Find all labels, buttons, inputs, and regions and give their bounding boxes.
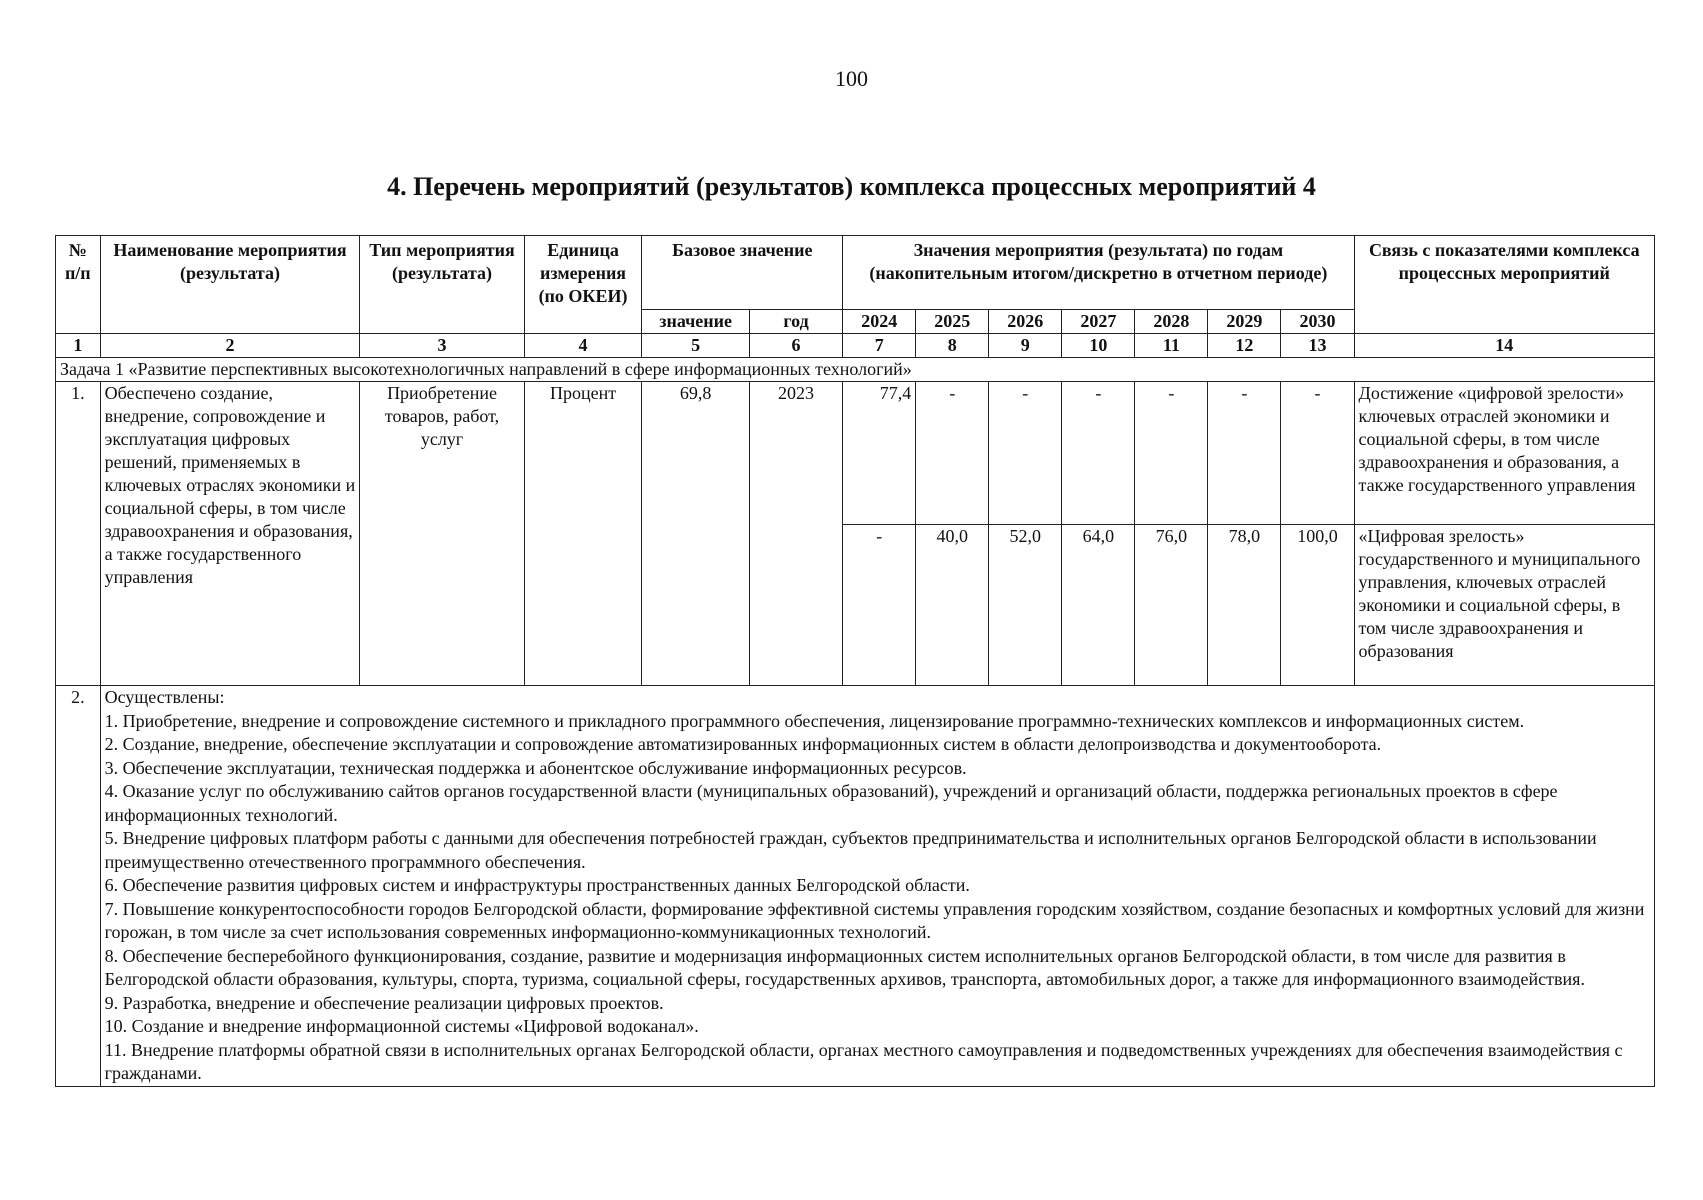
column-number: 2 — [100, 334, 360, 358]
header-year: 2028 — [1135, 310, 1208, 334]
list-item: 5. Внедрение цифровых платформ работы с данными для обеспечения потребностей граждан, субъектов предпринимательства и исполнительных органов Белгородской области в использовании преимущественно отечественного программного обеспечения. — [104, 828, 1597, 872]
row-num: 2. — [56, 686, 101, 1087]
task-title: Задача 1 «Развитие перспективных высокотехнологичных направлений в сфере информационных технологий» — [56, 358, 1655, 382]
measure-type: Приобретение товаров, работ, услуг — [360, 382, 524, 686]
column-number: 13 — [1281, 334, 1354, 358]
list-item: 11. Внедрение платформы обратной связи в исполнительных органах Белгородской области, органах местного самоуправления и подведомственных учреждениях для обеспечения взаимодействия с гражданами. — [104, 1039, 1623, 1083]
row-num: 1. — [56, 382, 101, 686]
year-value: - — [916, 382, 989, 525]
task-row — [56, 358, 1655, 382]
list-item: 4. Оказание услуг по обслуживанию сайтов органов государственной власти (муниципальных образований), учреждений и организаций области, поддержка региональных проектов в сфере информационных технологий. — [104, 781, 1558, 825]
column-number: 1 — [56, 334, 101, 358]
column-number: 10 — [1062, 334, 1135, 358]
year-value: 100,0 — [1281, 525, 1354, 686]
column-number: 8 — [916, 334, 989, 358]
year-value: - — [843, 525, 916, 686]
year-value: - — [1208, 382, 1281, 525]
list-intro: Осуществлены: — [104, 687, 225, 707]
header-year: 2024 — [843, 310, 916, 334]
header-name: Наименование мероприятия (результата) — [100, 236, 360, 334]
list-item: 7. Повышение конкурентоспособности городов Белгородской области, формирование эффективной системы управления городским хозяйством, создание безопасных и комфортных условий для жизни горожан, в том числе за счет использования современных информационно-коммуникационных технологий. — [104, 898, 1645, 942]
year-value: 40,0 — [916, 525, 989, 686]
header-type: Тип мероприятия (результата) — [360, 236, 524, 334]
header-num: № п/п — [56, 236, 101, 334]
column-number-row — [56, 334, 1655, 358]
year-value: 78,0 — [1208, 525, 1281, 686]
base-year: 2023 — [749, 382, 842, 686]
header-unit: Единица измерения (по ОКЕИ) — [524, 236, 642, 334]
year-value: 76,0 — [1135, 525, 1208, 686]
header-base-value: значение — [642, 310, 750, 334]
year-value: - — [1135, 382, 1208, 525]
header-link: Связь с показателями комплекса процессных мероприятий — [1354, 236, 1654, 334]
table-row — [56, 686, 1655, 1087]
header-base: Базовое значение — [642, 236, 843, 310]
year-value: - — [1281, 382, 1354, 525]
list-item: 8. Обеспечение бесперебойного функционирования, создание, развитие и модернизация информационных систем исполнительных органов Белгородской области, в том числе для развития в Белгородской области образования, культуры, спорта, туризма, социальной сферы, государственных архивов, транспорта, автомобильных дорог, а также для информационного взаимодействия. — [104, 945, 1585, 989]
column-number: 9 — [989, 334, 1062, 358]
column-number: 11 — [1135, 334, 1208, 358]
list-item: 1. Приобретение, внедрение и сопровождение системного и прикладного программного обеспечения, лицензирование программно-технических комплексов и информационных систем. — [104, 710, 1525, 731]
header-year: 2030 — [1281, 310, 1354, 334]
column-number: 3 — [360, 334, 524, 358]
measures-list — [100, 686, 1654, 1087]
year-value: 52,0 — [989, 525, 1062, 686]
year-value: 77,4 — [843, 382, 916, 525]
list-item: 10. Создание и внедрение информационной системы «Цифровой водоканал». — [104, 1016, 699, 1036]
list-item: 2. Создание, внедрение, обеспечение эксплуатации и сопровождение автоматизированных информационных систем в области делопроизводства и документооборота. — [104, 734, 1382, 754]
year-value: 64,0 — [1062, 525, 1135, 686]
document-title: 4. Перечень мероприятий (результатов) комплекса процессных мероприятий 4 — [387, 172, 1316, 201]
measure-unit: Процент — [524, 382, 642, 686]
indicator-link: Достижение «цифровой зрелости» ключевых отраслей экономики и социальной сферы, в том числе здравоохранения и образования, а также государственного управления — [1354, 382, 1654, 525]
year-value: - — [1062, 382, 1135, 525]
column-number: 5 — [642, 334, 750, 358]
header-year: 2029 — [1208, 310, 1281, 334]
indicator-link: «Цифровая зрелость» государственного и муниципального управления, ключевых отраслей экономики и социальной сферы, в том числе здравоохранения и образования — [1354, 525, 1654, 686]
list-item: 3. Обеспечение эксплуатации, техническая поддержка и абонентское обслуживание информационных ресурсов. — [104, 757, 967, 778]
header-row — [56, 236, 1655, 310]
column-number: 12 — [1208, 334, 1281, 358]
year-value: - — [989, 382, 1062, 525]
header-values: Значения мероприятия (результата) по годам (накопительным итогом/дискретно в отчетном периоде) — [843, 236, 1354, 310]
header-year: 2026 — [989, 310, 1062, 334]
page-number: 100 — [835, 66, 868, 91]
column-number: 4 — [524, 334, 642, 358]
header-year: 2025 — [916, 310, 989, 334]
table-row — [56, 382, 1655, 525]
list-item: 9. Разработка, внедрение и обеспечение реализации цифровых проектов. — [104, 992, 664, 1013]
column-number: 14 — [1354, 334, 1654, 358]
measure-name: Обеспечено создание, внедрение, сопровождение и эксплуатация цифровых решений, применяемых в ключевых отраслях экономики и социальной сферы, в том числе здравоохранения и образования, а также государственного управления — [100, 382, 360, 686]
header-year: 2027 — [1062, 310, 1135, 334]
list-item: 6. Обеспечение развития цифровых систем и инфраструктуры пространственных данных Белгородской области. — [104, 875, 970, 895]
column-number: 7 — [843, 334, 916, 358]
header-base-year: год — [749, 310, 842, 334]
column-number: 6 — [749, 334, 842, 358]
measures-table — [55, 235, 1655, 1087]
base-value: 69,8 — [642, 382, 750, 686]
